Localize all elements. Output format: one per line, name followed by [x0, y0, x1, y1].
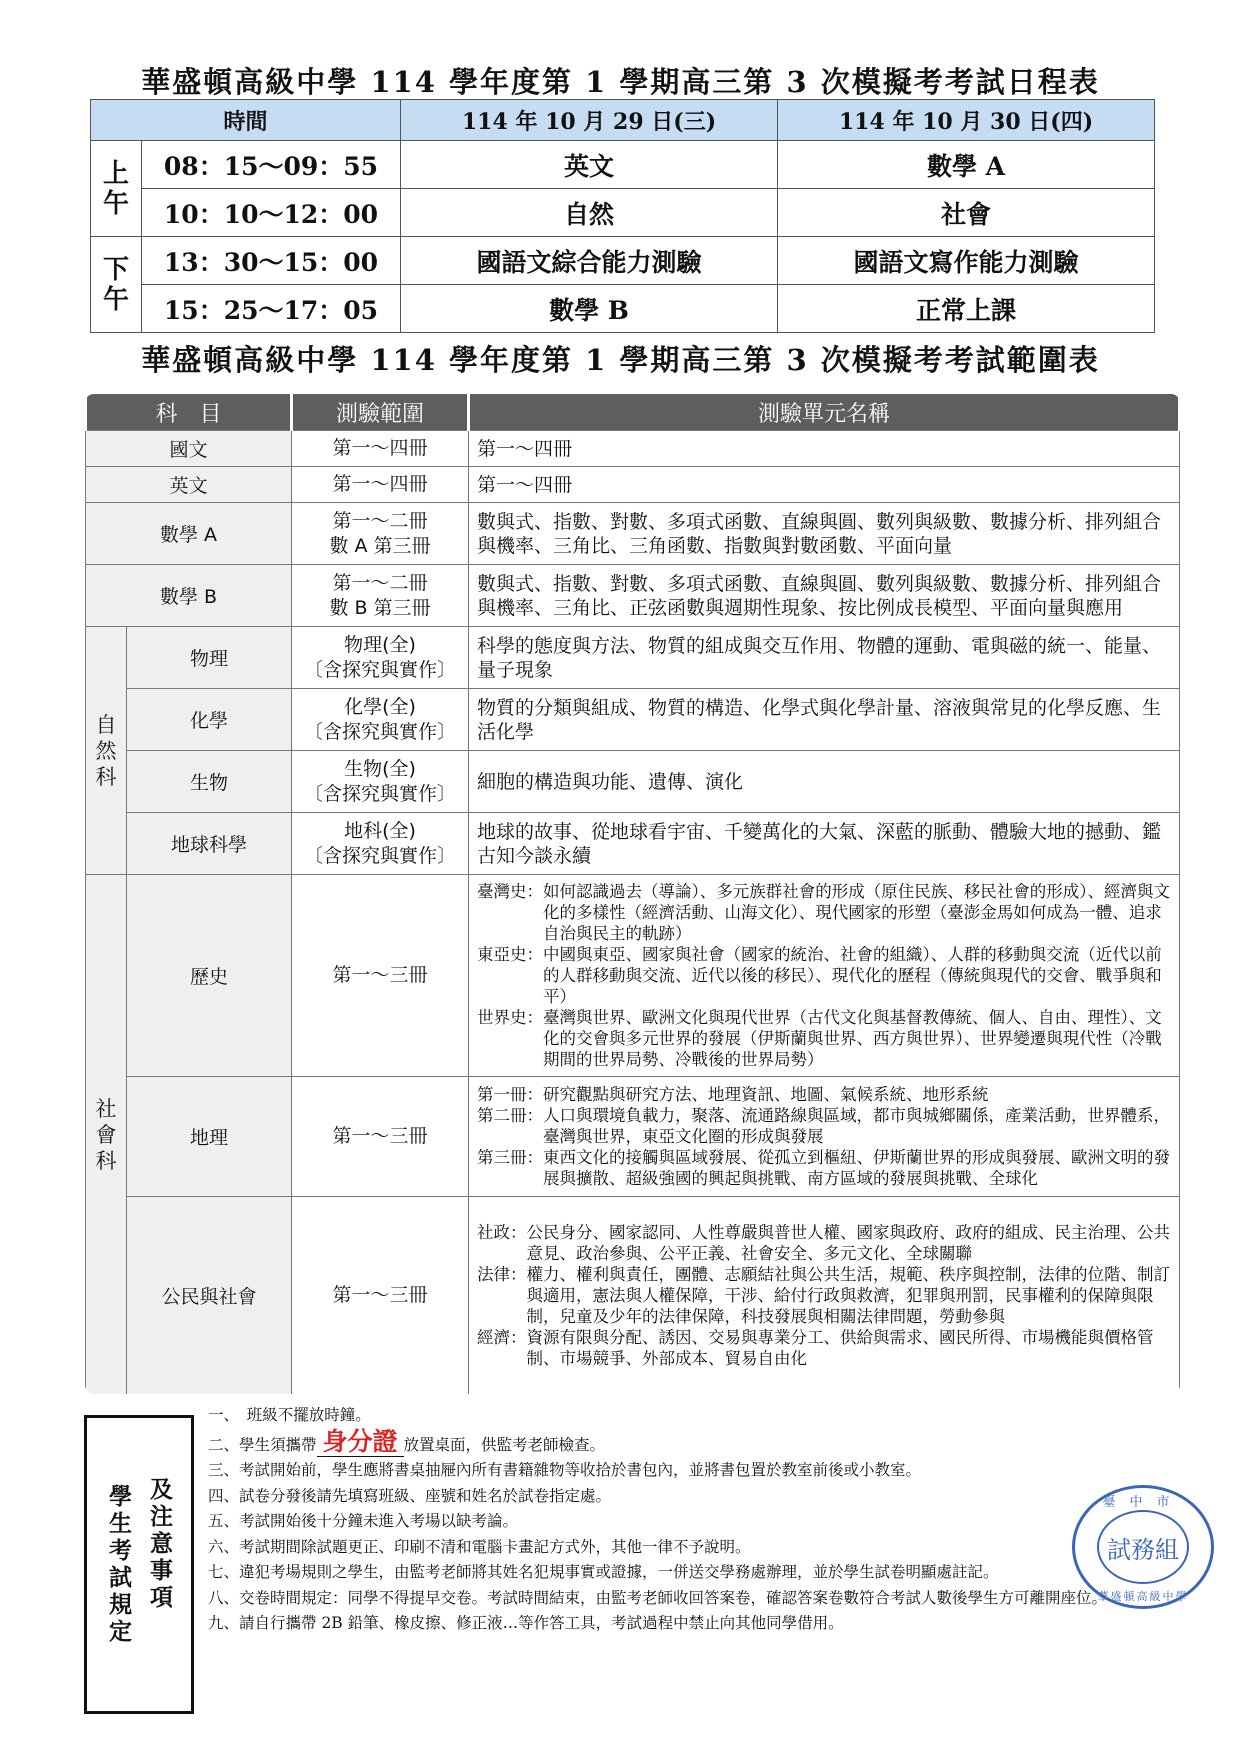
content-cell: 數與式、指數、對數、多項式函數、直線與圓、數列與級數、數據分析、排列組合與機率、三角比、三角函數、指數與對數函數、平面向量 — [469, 503, 1180, 565]
period-pm: 下午 — [91, 237, 142, 333]
range-cell: 物理(全) 〔含探究與實作〕 — [292, 627, 469, 689]
table-row — [86, 751, 1180, 813]
range-cell: 第一～二冊 數 B 第三冊 — [292, 565, 469, 627]
content-cell: 臺灣史： 如何認識過去（導論）、多元族群社會的形成（原住民族、移民社會的形成）、經濟與文化的多樣性（經濟活動、山海文化）、現代國家的形塑（臺澎金馬如何成為一體、追求自治與民主的軌跡） 東亞史： 中國與東亞、國家與社會（國家的統治、社會的組織）、人群的移動與交流（近代以前的人群移動與交流、近代以後的移民）、現代化的歷程（傳統與現代的交會、戰爭與和平） 世界史： 臺灣與世界、歐洲文化與現代世界（古代文化與基督教傳統、個人、自由、理性）、文化的交會與多元世界的發展（伊斯蘭與世界、西方與世界）、世界變遷與現代性（冷戰期間的世界局勢、冷戰後的世界局勢） — [469, 875, 1180, 1077]
content-cell: 地球的故事、從地球看宇宙、千變萬化的大氣、深藍的脈動、體驗大地的撼動、鑑古知今談永續 — [469, 813, 1180, 875]
rule-item: 九、請自行攜帶 2B 鉛筆、橡皮擦、修正液…等作答工具，考試過程中禁止向其他同學借用。 — [208, 1614, 844, 1632]
rule-item: 七、違犯考場規則之學生，由監考老師將其姓名犯規事實或證據，一併送交學務處辦理，並於學生試卷明顯處註記。 — [208, 1563, 999, 1581]
table-row — [86, 627, 1180, 689]
exam-cell: 自然 — [401, 189, 778, 237]
range-title: 華盛頓高級中學 114 學年度第 1 學期高三第 3 次模擬考考試範圍表 — [141, 343, 1100, 377]
header-subject: 科 目 — [86, 394, 292, 431]
range-cell: 第一～四冊 — [292, 467, 469, 503]
exam-cell: 數學 A — [778, 141, 1155, 189]
content-cell: 社政： 公民身分、國家認同、人性尊嚴與普世人權、國家與政府、政府的組成、民主治理、公共意見、政治參與、公平正義、社會安全、多元文化、全球關聯 法律： 權力、權利與責任，團體、志願結社與公共生活，規範、秩序與控制，法律的位階、制訂與適用，憲法與人權保障，干涉、給付行政與救濟，犯罪與刑罰，民事權利的保障與限制，兒童及少年的法律保障，科技發展與相關法律問題，勞動參與 經濟： 資源有限與分配、誘因、交易與專業分工、供給與需求、國民所得、市場機能與價格管制、市場競爭、外部成本、貿易自由化 — [469, 1197, 1180, 1395]
content-cell: 第一～四冊 — [469, 431, 1180, 467]
schedule-table — [90, 99, 1155, 333]
subject-cell: 英文 — [86, 467, 292, 503]
time-slot: 08：15～09：55 — [142, 141, 401, 189]
rule-item: 四、試卷分發後請先填寫班級、座號和姓名於試卷指定處。 — [208, 1486, 612, 1505]
exam-cell: 社會 — [778, 189, 1155, 237]
seal-top: 臺中市 — [1102, 1495, 1184, 1510]
range-cell: 第一～三冊 — [292, 875, 469, 1077]
range-cell: 第一～三冊 — [292, 1197, 469, 1395]
table-row — [86, 1197, 1180, 1395]
id-card-highlight: 身分證 — [317, 1427, 404, 1457]
range-table — [84, 393, 1181, 1395]
table-row — [86, 1077, 1180, 1197]
content-cell: 第一～四冊 — [469, 467, 1180, 503]
content-cell: 科學的態度與方法、物質的組成與交互作用、物體的運動、電與磁的統一、能量、量子現象 — [469, 627, 1180, 689]
rules-label-col1: 學生考試規定 — [105, 1483, 132, 1646]
exam-cell: 國語文寫作能力測驗 — [778, 237, 1155, 285]
time-slot: 15：25～17：05 — [142, 285, 401, 333]
time-slot: 10：10～12：00 — [142, 189, 401, 237]
period-am: 上午 — [91, 141, 142, 237]
seal-bottom: 華盛頓高級中學 — [1097, 1590, 1189, 1603]
header-time: 時間 — [91, 100, 401, 141]
rule-item: 二、學生須攜帶 身分證 放置桌面，供監考老師檢查。 — [208, 1426, 606, 1456]
subject-cell: 物理 — [127, 627, 292, 689]
header-range: 測驗範圍 — [292, 394, 469, 431]
exam-cell: 正常上課 — [778, 285, 1155, 333]
group-science: 自然科 — [86, 627, 127, 875]
subject-cell: 化學 — [127, 689, 292, 751]
exam-cell: 國語文綜合能力測驗 — [401, 237, 778, 285]
table-row — [91, 237, 1155, 285]
content-cell: 數與式、指數、對數、多項式函數、直線與圓、數列與級數、數據分析、排列組合與機率、三角比、正弦函數與週期性現象、按比例成長模型、平面向量與應用 — [469, 565, 1180, 627]
rule-item: 五、考試開始後十分鐘未進入考場以缺考論。 — [208, 1512, 519, 1530]
group-social: 社會科 — [86, 875, 127, 1395]
table-row — [86, 565, 1180, 627]
subject-cell: 公民與社會 — [127, 1197, 292, 1395]
seal-center: 試務組 — [1097, 1510, 1189, 1584]
rule-item: 一、 班級不擺放時鐘。 — [208, 1406, 371, 1424]
table-row — [86, 467, 1180, 503]
table-row — [91, 141, 1155, 189]
subject-cell: 地理 — [127, 1077, 292, 1197]
subject-cell: 國文 — [86, 431, 292, 467]
subject-cell: 歷史 — [127, 875, 292, 1077]
time-slot: 13：30～15：00 — [142, 237, 401, 285]
exam-cell: 數學 B — [401, 285, 778, 333]
table-row — [86, 875, 1180, 1077]
range-cell: 地科(全) 〔含探究與實作〕 — [292, 813, 469, 875]
seal-stamp — [1072, 1485, 1214, 1609]
rule-item: 六、考試期間除試題更正、印刷不清和電腦卡畫記方式外，其他一律不予說明。 — [208, 1537, 751, 1556]
rules-list — [208, 1403, 1198, 1637]
exam-cell: 英文 — [401, 141, 778, 189]
header-content: 測驗單元名稱 — [469, 394, 1180, 431]
table-row — [86, 813, 1180, 875]
table-row — [86, 431, 1180, 467]
range-cell: 第一～三冊 — [292, 1077, 469, 1197]
content-cell: 細胞的構造與功能、遺傳、演化 — [469, 751, 1180, 813]
table-row — [86, 689, 1180, 751]
range-cell: 生物(全) 〔含探究與實作〕 — [292, 751, 469, 813]
rule-item: 三、考試開始前，學生應將書桌抽屜內所有書籍雜物等收拾於書包內，並將書包置於教室前後或小教室。 — [208, 1461, 922, 1479]
subject-cell: 數學 A — [86, 503, 292, 565]
rules-label — [84, 1415, 194, 1714]
table-row — [86, 503, 1180, 565]
rule-item: 八、交卷時間規定：同學不得提早交卷。考試時間結束，由監考老師收回答案卷，確認答案卷數符合考試人數後學生方可離開座位。 — [208, 1588, 1108, 1607]
range-cell: 第一～四冊 — [292, 431, 469, 467]
content-cell: 第一冊： 研究觀點與研究方法、地理資訊、地圖、氣候系統、地形系統 第二冊： 人口與環境負載力，聚落、流通路線與區域，都市與城鄉關係，產業活動，世界體系，臺灣與世界，東亞文化圈的形成與發展 第三冊： 東西文化的接觸與區域發展、從孤立到樞紐、伊斯蘭世界的形成與發展、歐洲文明的發展與擴散、超級強國的興起與挑戰、南方區域的發展與挑戰、全球化 — [469, 1077, 1180, 1197]
schedule-title: 華盛頓高級中學 114 學年度第 1 學期高三第 3 次模擬考考試日程表 — [141, 65, 1100, 99]
rules-label-col2: 及注意事項 — [146, 1477, 173, 1612]
subject-cell: 數學 B — [86, 565, 292, 627]
range-cell: 第一～二冊 數 A 第三冊 — [292, 503, 469, 565]
subject-cell: 生物 — [127, 751, 292, 813]
range-cell: 化學(全) 〔含探究與實作〕 — [292, 689, 469, 751]
table-row — [91, 189, 1155, 237]
header-day2: 114 年 10 月 30 日(四) — [778, 100, 1155, 141]
subject-cell: 地球科學 — [127, 813, 292, 875]
header-day1: 114 年 10 月 29 日(三) — [401, 100, 778, 141]
content-cell: 物質的分類與組成、物質的構造、化學式與化學計量、溶液與常見的化學反應、生活化學 — [469, 689, 1180, 751]
table-row — [91, 285, 1155, 333]
